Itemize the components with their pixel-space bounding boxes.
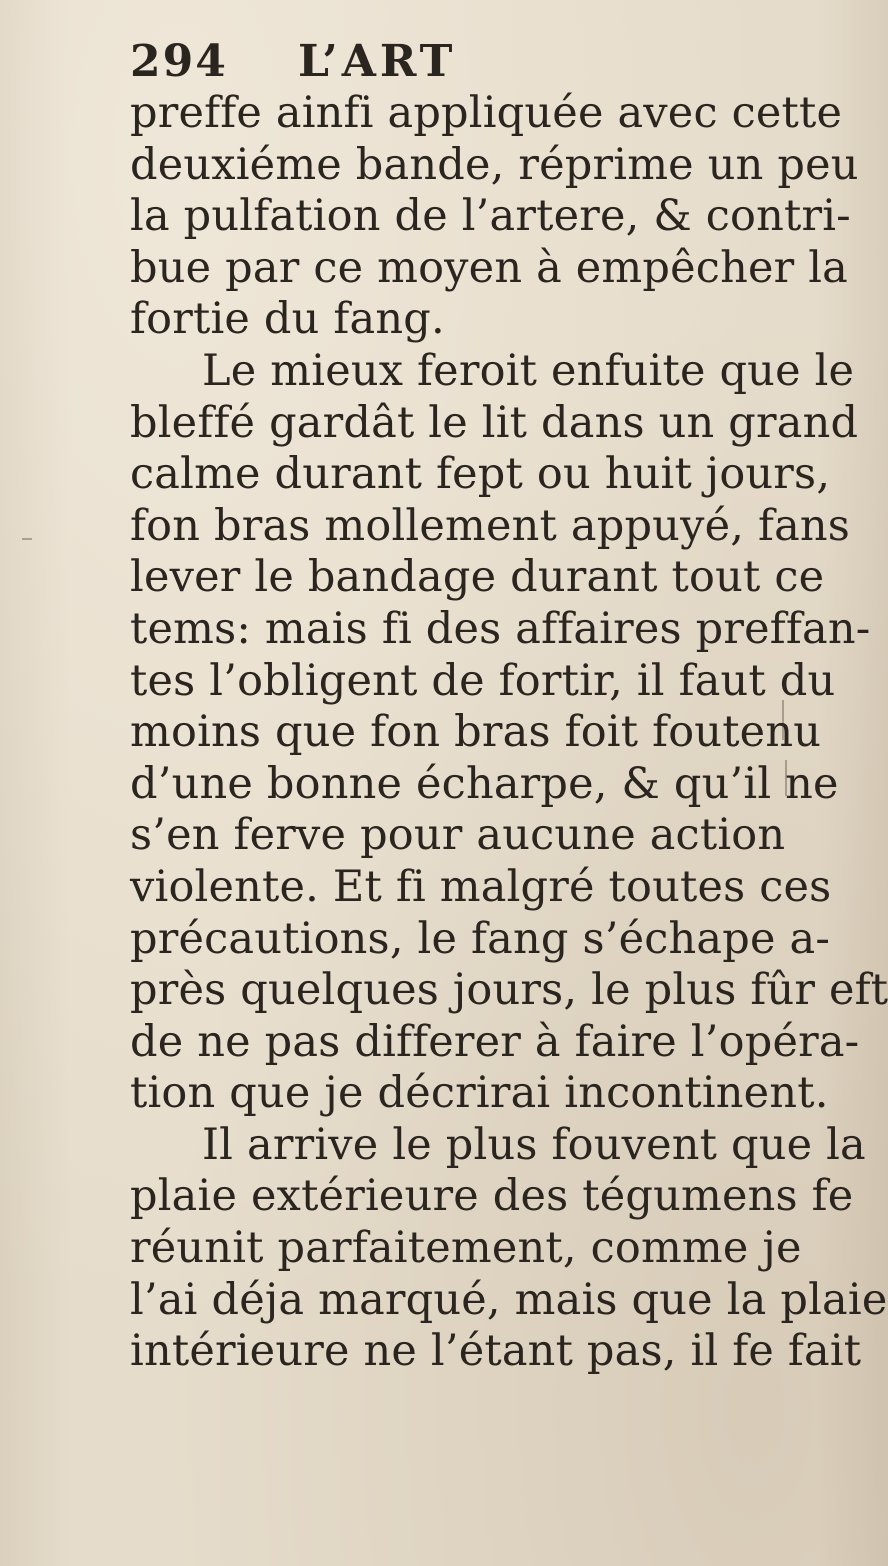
paragraph-start-line: Le mieux feroit enfuite que le (202, 345, 855, 396)
text-line: réunit parfaitement, comme je (130, 1223, 802, 1274)
page-number: 294 (130, 36, 228, 87)
text-line: tems: mais fi des affaires preffan- (130, 603, 871, 654)
text-line: intérieure ne l’étant pas, il fe fait (130, 1326, 862, 1377)
text-line: lever le bandage durant tout ce (130, 552, 825, 603)
text-line: deuxiéme bande, réprime un peu (130, 139, 859, 190)
text-line: violente. Et fi malgré toutes ces (130, 861, 832, 912)
text-line: moins que fon bras foit foutenu (130, 707, 822, 758)
text-line: de ne pas differer à faire l’opéra- (130, 1016, 860, 1067)
running-title: L’ART (298, 36, 457, 87)
text-line: s’en ferve pour aucune action (130, 810, 786, 861)
paper-edge-mark (782, 700, 784, 740)
paragraph-start-line: Il arrive le plus fouvent que la (202, 1119, 866, 1170)
text-line: l’ai déja marqué, mais que la plaie (130, 1274, 888, 1325)
body-text (130, 88, 888, 1378)
text-line: preffe ainfi appliquée avec cette (130, 88, 843, 138)
paper-edge-mark (785, 760, 787, 796)
text-line: près quelques jours, le plus fûr eft (130, 965, 888, 1016)
text-line: précautions, le fang s’échape a- (130, 913, 831, 964)
text-line: la pulfation de l’artere, & contri- (130, 191, 851, 242)
text-line: d’une bonne écharpe, & qu’il ne (130, 758, 839, 809)
text-line: calme durant fept ou huit jours, (130, 449, 831, 500)
text-line: fortie du fang. (130, 294, 445, 345)
text-line: tion que je décrirai incontinent. (130, 1068, 829, 1119)
text-line: fon bras mollement appuyé, fans (130, 500, 851, 551)
text-line: tes l’obligent de fortir, il faut du (130, 655, 836, 706)
text-line: bleffé gardât le lit dans un grand (130, 397, 859, 448)
text-line: bue par ce moyen à empêcher la (130, 242, 849, 293)
running-head (130, 32, 650, 92)
paper-edge-mark (22, 538, 32, 540)
text-line: plaie extérieure des tégumens fe (130, 1171, 854, 1222)
